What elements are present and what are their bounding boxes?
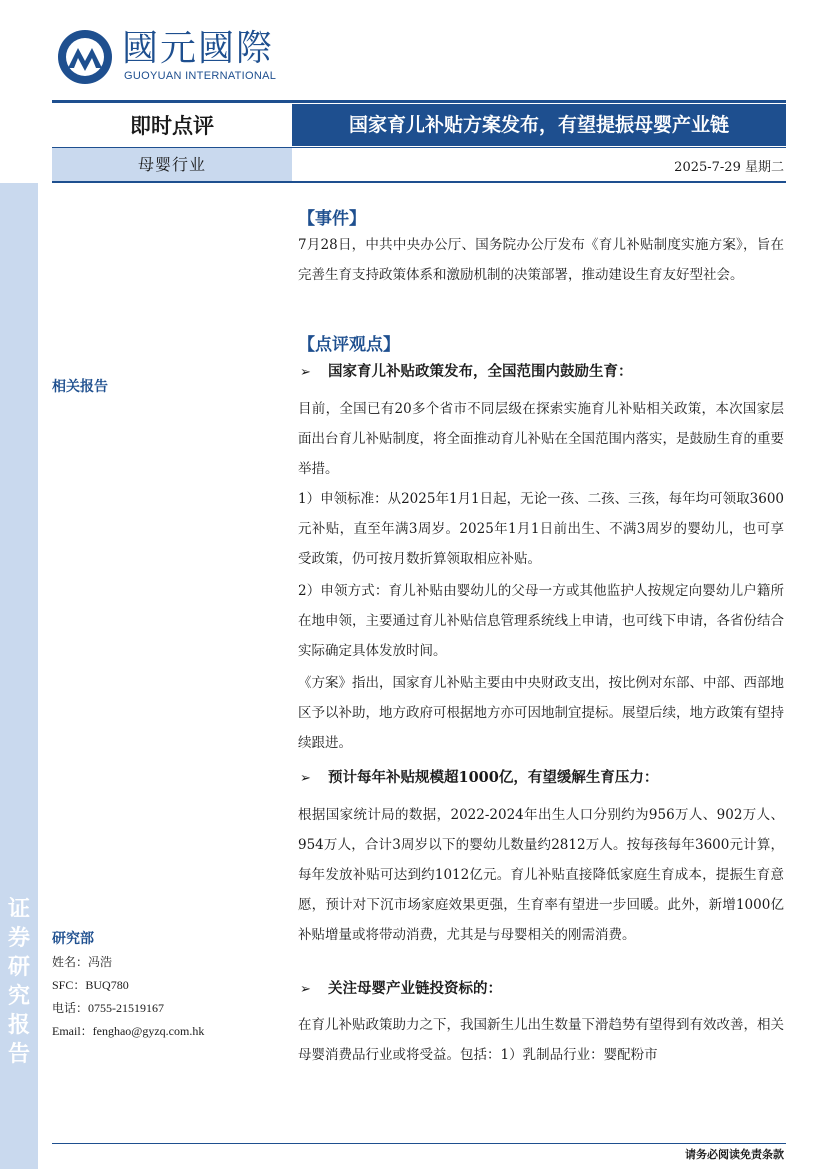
event-paragraph: 7月28日，中共中央办公厅、国务院办公厅发布《育儿补贴制度实施方案》，旨在完善生育支持政策体系和激励机制的决策部署，推动建设生育友好型社会。	[298, 237, 784, 283]
bullet-text-3: 关注母婴产业链投资标的：	[328, 980, 502, 997]
industry-label: 母婴行业	[137, 155, 206, 174]
arrow-bullet-icon: ➢	[300, 365, 311, 380]
bullet-heading-1	[300, 360, 633, 381]
paragraph-3: 2）申领方式：育儿补贴由婴幼儿的父母一方或其他监护人按规定向婴幼儿户籍所在地申领，主要通过育儿补贴信息管理系统线上申请，也可线下申请，各省份结合实际确定具体发放时间。	[298, 583, 784, 659]
arrow-bullet-icon: ➢	[300, 771, 311, 786]
bullet-heading-3	[300, 977, 502, 998]
guoyuan-logo-icon	[56, 28, 114, 86]
paragraph-4: 《方案》指出，国家育儿补贴主要由中央财政支出，按比例对东部、中部、西部地区予以补助，地方政府可根据地方亦可因地制宜提标。展望后续，地方政策有望持续跟进。	[298, 675, 784, 751]
industry-banner	[52, 148, 292, 181]
event-heading: 【事件】	[298, 209, 366, 229]
analyst-sfc: SFC：BUQ780	[52, 978, 129, 992]
comment-heading: 【点评观点】	[298, 335, 400, 355]
report-type: 即时点评	[130, 113, 214, 138]
paragraph-5: 根据国家统计局的数据，2022-2024年出生人口分别约为956万人、902万人、954万人，合计3周岁以下的婴幼儿数量约2812万人。按每孩每年3600元计算，每年发放补贴可达到约1012亿元。育儿补贴直接降低家庭生育成本，提振生育意愿，预计对下沉市场家庭效果更强，生育率有望进一步回暖。此外，新增1000亿补贴增量或将带动消费，尤其是与母婴相关的刚需消费。	[298, 807, 784, 943]
footer-disclaimer[interactable]: 请务必阅读免责条款	[685, 1148, 784, 1161]
bullet-text-1: 国家育儿补贴政策发布，全国范围内鼓励生育：	[328, 363, 633, 380]
company-logo	[56, 28, 286, 88]
title-banner	[292, 104, 786, 146]
research-dept-title: 研究部	[52, 931, 94, 947]
paragraph-6: 在育儿补贴政策助力之下，我国新生儿出生数量下滑趋势有望得到有效改善，相关母婴消费品行业或将受益。包括：1）乳制品行业：婴配粉市	[298, 1017, 784, 1063]
vertical-report-label: 证券研究报告	[7, 896, 30, 1067]
arrow-bullet-icon: ➢	[300, 982, 311, 997]
logo-name-cn: 國元國際	[122, 28, 275, 69]
related-reports-title: 相关报告	[52, 379, 108, 395]
header-rule-top	[52, 100, 786, 103]
paragraph-1: 目前，全国已有20多个省市不同层级在探索实施育儿补贴相关政策，本次国家层面出台育儿补贴制度，将全面推动育儿补贴在全国范围内落实，是鼓励生育的重要举措。	[298, 401, 784, 477]
header-rule-bottom	[52, 181, 786, 183]
bullet-text-2: 预计每年补贴规模超1000亿，有望缓解生育压力：	[328, 769, 659, 786]
analyst-name: 姓名：冯浩	[52, 955, 113, 969]
footer-rule	[52, 1143, 786, 1144]
analyst-phone: 电话：0755-21519167	[52, 1001, 164, 1015]
report-date: 2025-7-29 星期二	[674, 160, 784, 175]
analyst-email[interactable]: Email：fenghao@gyzq.com.hk	[52, 1024, 205, 1038]
paragraph-2: 1）申领标准：从2025年1月1日起，无论一孩、二孩、三孩，每年均可领取3600元补贴，直至年满3周岁。2025年1月1日前出生、不满3周岁的婴幼儿，也可享受政策，仍可按月数折算领取相应补贴。	[298, 491, 784, 567]
logo-name-en: GUOYUAN INTERNATIONAL	[124, 70, 277, 82]
report-title: 国家育儿补贴方案发布，有望提振母婴产业链	[348, 114, 729, 136]
bullet-heading-2	[300, 766, 658, 787]
